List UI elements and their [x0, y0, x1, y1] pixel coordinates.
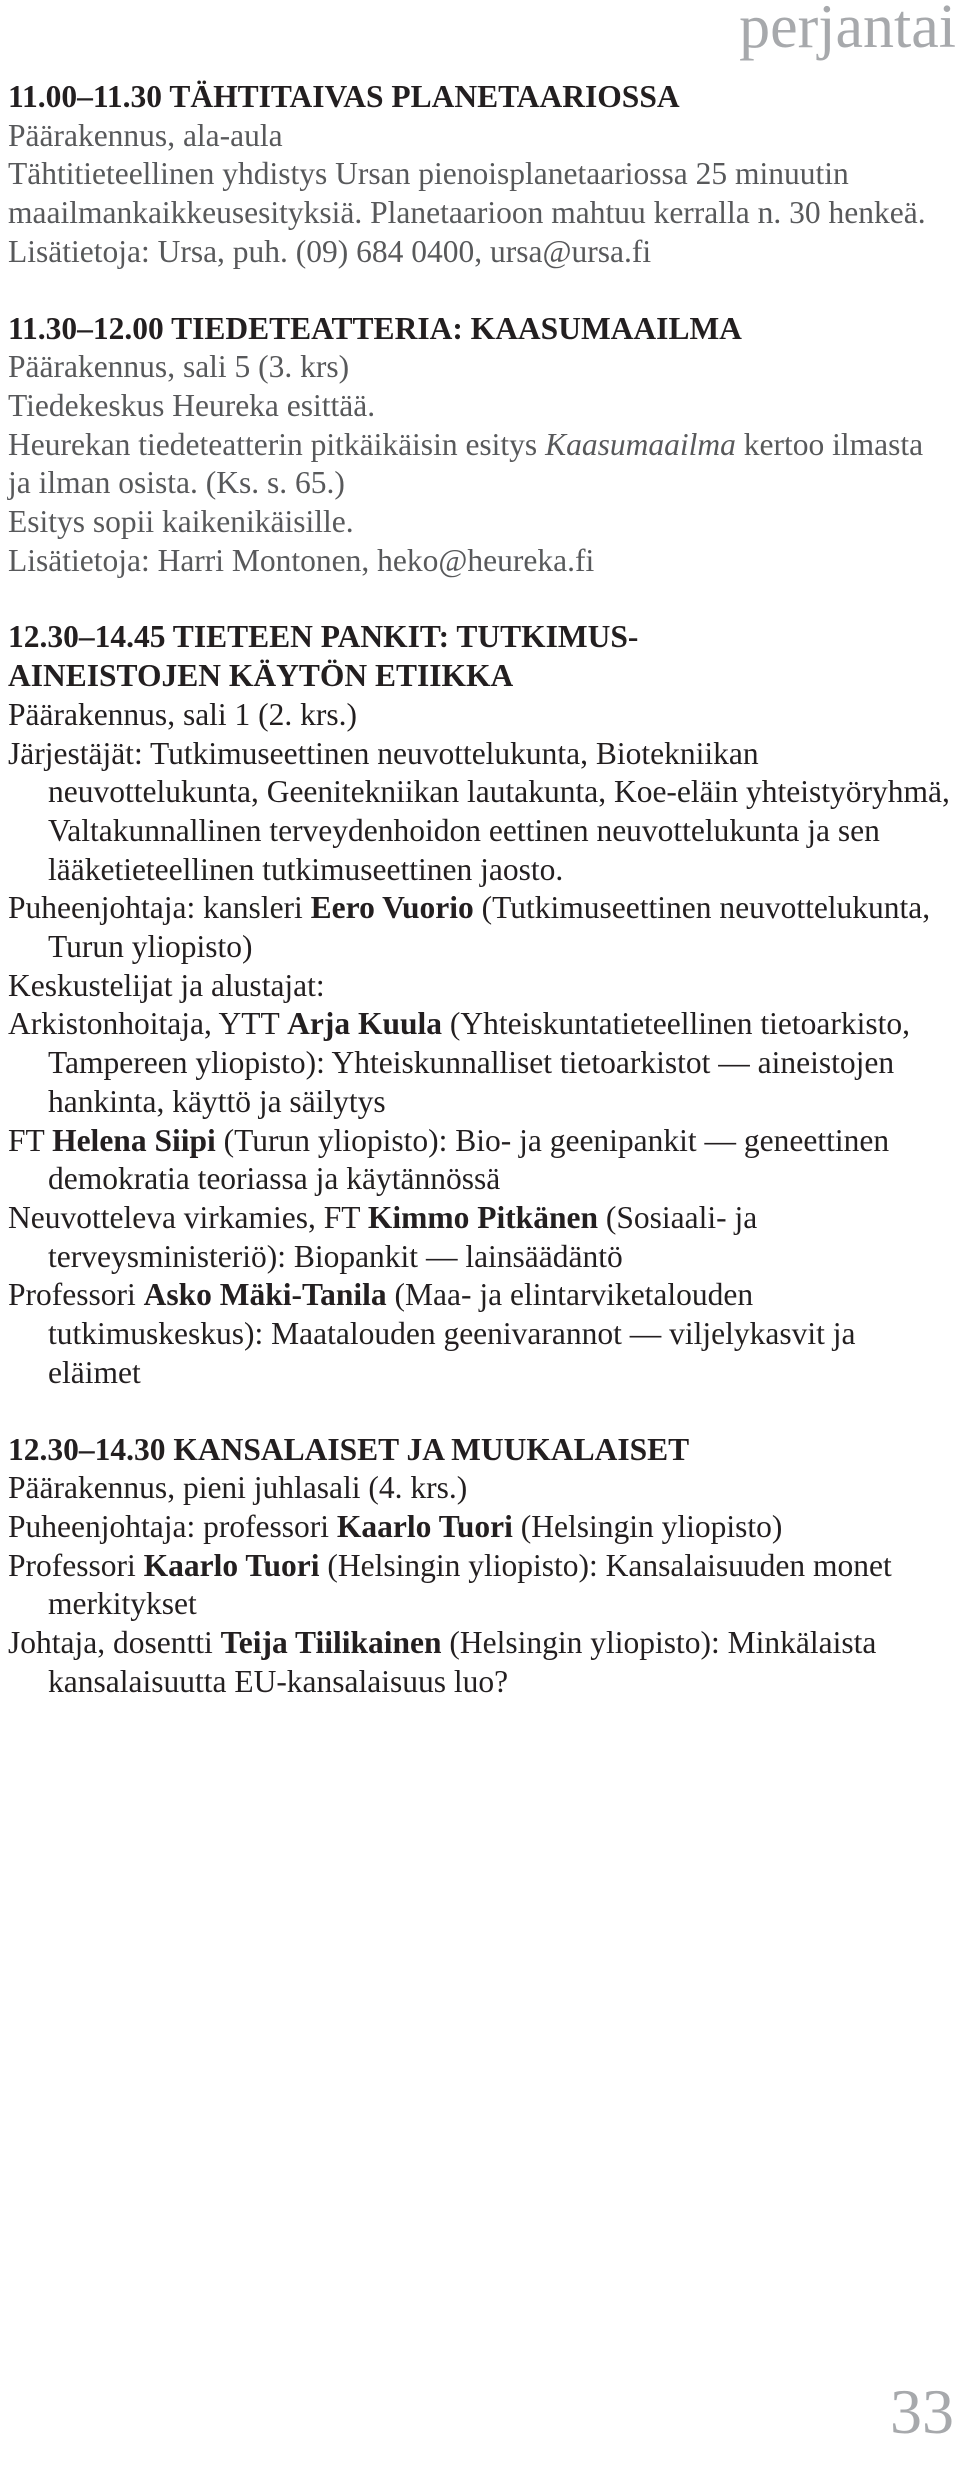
speaker-name: Teija Tiilikainen: [220, 1625, 442, 1661]
event-citizens-and-strangers: [8, 1431, 953, 1702]
event-info: Lisätietoja: Ursa, puh. (09) 684 0400, ursa@ursa.fi: [8, 233, 652, 269]
event-organizers: Järjestäjät: Tutkimuseettinen neuvottelukunta, Biotekniikan neuvottelukunta, Geenitekniikan lautakunta, Koe-eläin yhteistyöryhmä, Valtakunnallinen terveydenhoidon eettinen neuvottelukunta ja sen lääketieteellinen tutkimuseettinen jaosto.: [8, 735, 950, 887]
event-presenter: Tiedekeskus Heureka esittää.: [8, 387, 376, 423]
speaker-role: Professori: [8, 1277, 144, 1313]
speaker-topic: (Helsingin yliopisto): Minkälaista kansalaisuutta EU-kansalaisuus luo?: [48, 1625, 877, 1699]
event-science-banks: [8, 618, 953, 1392]
speaker-name: Kaarlo Tuori: [143, 1547, 320, 1583]
header-weekday: perjantai: [739, 0, 956, 61]
speaker-entry: [8, 1005, 953, 1121]
event-description: Tähtitieteellinen yhdistys Ursan pienoisplanetaariossa 25 minuutin maailmankaikkeusesityksiä. Planetaarioon mahtuu kerralla n. 30 henkeä.: [8, 156, 926, 231]
event-planetarium: [8, 78, 953, 272]
event-title: 11.30–12.00 TIEDETEATTERIA: KAASUMAAILMA: [8, 310, 742, 346]
speaker-entry: [8, 1122, 953, 1199]
speaker-topic: (Helsingin yliopisto): Kansalaisuuden monet merkitykset: [48, 1547, 892, 1622]
chair-name: Kaarlo Tuori: [336, 1508, 513, 1544]
chair-affiliation: (Helsingin yliopisto): [512, 1508, 783, 1544]
event-title-line2: AINEISTOJEN KÄYTÖN ETIIKKA: [8, 658, 514, 694]
description-end: kertoo ilmasta ja ilman osista. (Ks. s. 65.): [8, 426, 924, 501]
speaker-entry: [8, 1276, 953, 1392]
speaker-role: FT: [8, 1122, 53, 1158]
speaker-entry: [8, 1199, 953, 1276]
page-number: 33: [890, 2376, 954, 2447]
panel-heading: Keskustelijat ja alustajat:: [8, 967, 325, 1003]
event-title-line1: 12.30–14.45 TIETEEN PANKIT: TUTKIMUS-: [8, 619, 639, 655]
show-name: Kaasumaailma: [545, 426, 736, 462]
event-info: Lisätietoja: Harri Montonen, heko@heureka.fi: [8, 542, 595, 578]
program-listing: [8, 78, 953, 1739]
event-science-theatre: [8, 310, 953, 581]
speaker-topic: (Turun yliopisto): Bio- ja geenipankit — geneettinen demokratia teoriassa ja käytännössä: [48, 1122, 890, 1197]
speaker-role: Neuvotteleva virkamies, FT: [8, 1199, 368, 1235]
event-location: Päärakennus, sali 1 (2. krs.): [8, 696, 358, 732]
chair-affiliation: (Tutkimuseettinen neuvottelukunta, Turun yliopisto): [48, 890, 931, 965]
speaker-entry: [8, 1547, 953, 1624]
chair-prefix: Puheenjohtaja: professori: [8, 1508, 337, 1544]
speaker-name: Arja Kuula: [287, 1006, 442, 1042]
speaker-name: Kimmo Pitkänen: [367, 1199, 598, 1235]
event-location: Päärakennus, ala-aula: [8, 117, 283, 153]
event-location: Päärakennus, sali 5 (3. krs): [8, 349, 350, 385]
speaker-role: Arkistonhoitaja, YTT: [8, 1006, 288, 1042]
event-chair: [8, 1508, 953, 1547]
event-location: Päärakennus, pieni juhlasali (4. krs.): [8, 1470, 468, 1506]
speaker-entry: [8, 1624, 953, 1701]
event-description: [8, 426, 953, 503]
chair-name: Eero Vuorio: [310, 890, 474, 926]
event-title: 11.00–11.30 TÄHTITAIVAS PLANETAARIOSSA: [8, 79, 680, 114]
speaker-topic: (Yhteiskuntatieteellinen tietoarkisto, Tampereen yliopisto): Yhteiskunnalliset tietoarkistot — aineistojen hankinta, käyttö ja säilytys: [48, 1006, 910, 1119]
speaker-topic: (Sosiaali- ja terveysministeriö): Biopankit — lainsäädäntö: [48, 1199, 758, 1274]
speaker-topic: (Maa- ja elintarviketalouden tutkimuskeskus): Maatalouden geenivarannot — viljelykasvit ja eläimet: [48, 1277, 856, 1390]
speaker-role: Johtaja, dosentti: [8, 1625, 221, 1661]
speaker-name: Asko Mäki-Tanila: [143, 1277, 387, 1313]
speaker-name: Helena Siipi: [52, 1122, 216, 1158]
speaker-role: Professori: [8, 1547, 144, 1583]
event-chair: [8, 889, 953, 966]
event-audience: Esitys sopii kaikenikäisille.: [8, 504, 354, 540]
chair-prefix: Puheenjohtaja: kansleri: [8, 890, 311, 926]
description-start: Heurekan tiedeteatterin pitkäikäisin esitys: [8, 426, 546, 462]
event-title: 12.30–14.30 KANSALAISET JA MUUKALAISET: [8, 1431, 690, 1467]
